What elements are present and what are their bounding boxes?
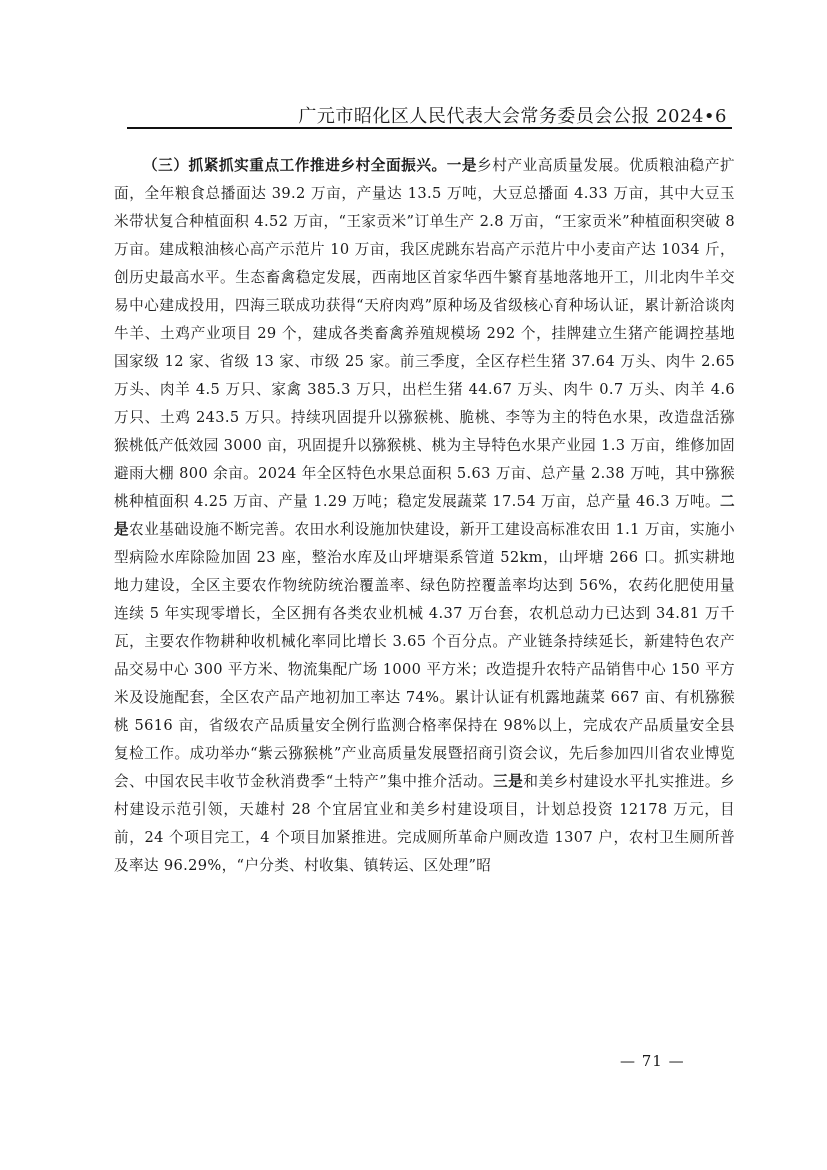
section-heading: （三）抓紧抓实重点工作推进乡村全面振兴。 xyxy=(143,157,447,174)
body-text xyxy=(114,152,735,880)
lead-marker-2: 二是 xyxy=(114,493,735,538)
header-rule xyxy=(127,127,732,129)
paragraph-text-2: 农业基础设施不断完善。农田水利设施加快建设，新开工建设高标准农田 1.1 万亩，实施小型病险水库除险加固 23 座，整治水库及山坪塘渠系管道 52km，山坪塘 266 口。抓实耕地地力建设，全区主要农作物统防统治覆盖率、绿色防控覆盖率均达到 56%，农药化肥使用量连续 5 年实现零增长，全区拥有各类农业机械 4.37 万台套，农机总动力已达到 34.81 万千瓦，主要农作物耕种收机械化率同比增长 3.65 个百分点。产业链条持续延长，新建特色农产品交易中心 300 平方米、物流集配广场 1000 平方米；改造提升农特产品销售中心 150 平方米及设施配套，全区农产品产地初加工率达 74%。累计认证有机露地蔬菜 667 亩、有机猕猴桃 5616 亩，省级农产品质量安全例行监测合格率保持在 98%以上，完成农产品质量安全县复检工作。成功举办“紫云猕猴桃”产业高质量发展暨招商引资会议，先后参加四川省农业博览会、中国农民丰收节金秋消费季“土特产”集中推介活动。 xyxy=(114,521,735,790)
lead-marker-3: 三是 xyxy=(493,773,524,790)
lead-marker-1: 一是 xyxy=(446,157,478,174)
paragraph-text-1: 乡村产业高质量发展。优质粮油稳产扩面，全年粮食总播面达 39.2 万亩，产量达 13.5 万吨，大豆总播面 4.33 万亩，其中大豆玉米带状复合种植面积 4.52 万亩，“王家贡米”订单生产 2.8 万亩，“王家贡米”种植面积突破 8 万亩。建成粮油核心高产示范片 10 万亩，我区虎跳东岩高产示范片中小麦亩产达 1034 斤，创历史最高水平。生态畜禽稳定发展，西南地区首家华西牛繁育基地落地开工，川北肉牛羊交易中心建成投用，四海三联成功获得“天府肉鸡”原种场及省级核心育种场认证，累计新洽谈肉牛羊、土鸡产业项目 29 个，建成各类畜禽养殖规模场 292 个，挂牌建立生猪产能调控基地国家级 12 家、省级 13 家、市级 25 家。前三季度，全区存栏生猪 37.64 万头、肉牛 2.65 万头、肉羊 4.5 万只、家禽 385.3 万只，出栏生猪 44.67 万头、肉牛 0.7 万头、肉羊 4.6 万只、土鸡 243.5 万只。持续巩固提升以猕猴桃、脆桃、李等为主的特色水果，改造盘活猕猴桃低产低效园 3000 亩，巩固提升以猕猴桃、桃为主导特色水果产业园 1.3 万亩，维修加固避雨大棚 800 余亩。2024 年全区特色水果总面积 5.63 万亩、总产量 2.38 万吨，其中猕猴桃种植面积 4.25 万亩、产量 1.29 万吨；稳定发展蔬菜 17.54 万亩，总产量 46.3 万吨。 xyxy=(114,157,736,510)
page-number: — 71 — xyxy=(620,1052,685,1070)
paragraph xyxy=(114,152,735,880)
header-title: 广元市昭化区人民代表大会常务委员会公报 2024•6 xyxy=(298,106,727,127)
paragraph-text-3: 和美乡村建设水平扎实推进。乡村建设示范引领，天雄村 28 个宜居宜业和美乡村建设项目，计划总投资 12178 万元，目前，24 个项目完工，4 个项目加紧推进。完成厕所革命户厕改造 1307 户，农村卫生厕所普及率达 96.29%，“户分类、村收集、镇转运、区处理”昭 xyxy=(114,773,736,874)
